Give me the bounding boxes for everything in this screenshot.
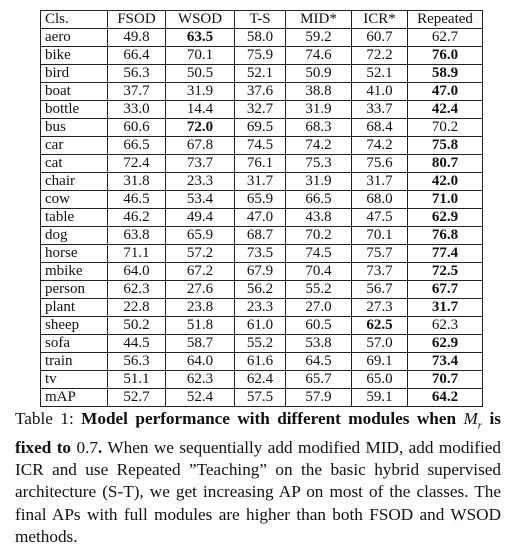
cell-repeated: 42.4	[408, 101, 483, 119]
cell-fsod: 50.2	[108, 317, 166, 335]
cell-ts: 47.0	[235, 209, 286, 227]
cell-ts: 55.2	[235, 335, 286, 353]
cell-icr: 65.0	[352, 371, 408, 389]
cell-mid: 65.7	[286, 371, 352, 389]
cell-cls: bird	[41, 65, 108, 83]
cell-mid: 59.2	[286, 29, 352, 47]
cell-repeated: 31.7	[408, 299, 483, 317]
cell-cls: chair	[41, 173, 108, 191]
cell-mid: 74.6	[286, 47, 352, 65]
cell-repeated: 77.4	[408, 245, 483, 263]
cell-cls: mAP	[41, 389, 108, 407]
cell-icr: 72.2	[352, 47, 408, 65]
cell-mid: 74.2	[286, 137, 352, 155]
cell-mid: 27.0	[286, 299, 352, 317]
cell-cls: table	[41, 209, 108, 227]
cell-cls: boat	[41, 83, 108, 101]
cell-cls: dog	[41, 227, 108, 245]
cell-repeated: 47.0	[408, 83, 483, 101]
cell-ts: 52.1	[235, 65, 286, 83]
table-row	[41, 227, 483, 245]
cell-mid: 70.4	[286, 263, 352, 281]
cell-repeated: 62.9	[408, 209, 483, 227]
cell-cls: cow	[41, 191, 108, 209]
cell-wsod: 57.2	[166, 245, 235, 263]
cell-repeated: 70.2	[408, 119, 483, 137]
caption-body: When we sequentially add modified MID, add modified ICR and use Repeated ”Teaching” on the basic hybrid supervised architecture (S-T), we get increasing AP on most of the classes. The final APs with full modules are higher than both FSOD and WSOD methods.	[15, 437, 501, 546]
table-row	[41, 191, 483, 209]
header-mid: MID*	[286, 11, 352, 29]
cell-fsod: 22.8	[108, 299, 166, 317]
cell-cls: bottle	[41, 101, 108, 119]
cell-repeated: 71.0	[408, 191, 483, 209]
cell-fsod: 51.1	[108, 371, 166, 389]
header-wsod: WSOD	[166, 11, 235, 29]
caption-bold-mid: is fixed to	[15, 409, 501, 457]
cell-cls: sheep	[41, 317, 108, 335]
cell-fsod: 46.2	[108, 209, 166, 227]
cell-icr: 60.7	[352, 29, 408, 47]
cell-wsod: 63.5	[166, 29, 235, 47]
table-caption	[15, 408, 501, 548]
cell-repeated: 62.7	[408, 29, 483, 47]
cell-wsod: 73.7	[166, 155, 235, 173]
cell-wsod: 70.1	[166, 47, 235, 65]
cell-wsod: 50.5	[166, 65, 235, 83]
cell-cls: aero	[41, 29, 108, 47]
cell-cls: tv	[41, 371, 108, 389]
cell-wsod: 31.9	[166, 83, 235, 101]
cell-repeated: 73.4	[408, 353, 483, 371]
cell-wsod: 62.3	[166, 371, 235, 389]
cell-wsod: 53.4	[166, 191, 235, 209]
cell-mid: 60.5	[286, 317, 352, 335]
cell-wsod: 58.7	[166, 335, 235, 353]
cell-icr: 70.1	[352, 227, 408, 245]
cell-wsod: 64.0	[166, 353, 235, 371]
cell-repeated: 75.8	[408, 137, 483, 155]
table-body	[41, 29, 483, 407]
cell-repeated: 64.2	[408, 389, 483, 407]
table-row	[41, 173, 483, 191]
cell-mid: 38.8	[286, 83, 352, 101]
cell-repeated: 72.5	[408, 263, 483, 281]
cell-mid: 31.9	[286, 101, 352, 119]
cell-ts: 69.5	[235, 119, 286, 137]
cell-repeated: 67.7	[408, 281, 483, 299]
cell-ts: 61.0	[235, 317, 286, 335]
cell-icr: 56.7	[352, 281, 408, 299]
cell-fsod: 71.1	[108, 245, 166, 263]
cell-ts: 32.7	[235, 101, 286, 119]
cell-ts: 75.9	[235, 47, 286, 65]
cell-icr: 68.4	[352, 119, 408, 137]
cell-fsod: 46.5	[108, 191, 166, 209]
cell-fsod: 31.8	[108, 173, 166, 191]
cell-icr: 27.3	[352, 299, 408, 317]
cell-mid: 68.3	[286, 119, 352, 137]
cell-wsod: 67.8	[166, 137, 235, 155]
results-table	[40, 10, 483, 407]
cell-fsod: 56.3	[108, 65, 166, 83]
cell-wsod: 51.8	[166, 317, 235, 335]
cell-wsod: 23.8	[166, 299, 235, 317]
cell-fsod: 63.8	[108, 227, 166, 245]
cell-icr: 62.5	[352, 317, 408, 335]
table-row	[41, 317, 483, 335]
cell-repeated: 62.3	[408, 317, 483, 335]
cell-wsod: 67.2	[166, 263, 235, 281]
table-row	[41, 65, 483, 83]
cell-ts: 76.1	[235, 155, 286, 173]
cell-cls: car	[41, 137, 108, 155]
cell-ts: 73.5	[235, 245, 286, 263]
cell-mid: 31.9	[286, 173, 352, 191]
cell-icr: 31.7	[352, 173, 408, 191]
header-fsod: FSOD	[108, 11, 166, 29]
caption-math-value: 0.7	[76, 437, 98, 457]
cell-fsod: 62.3	[108, 281, 166, 299]
cell-icr: 41.0	[352, 83, 408, 101]
cell-wsod: 27.6	[166, 281, 235, 299]
cell-fsod: 66.4	[108, 47, 166, 65]
cell-fsod: 56.3	[108, 353, 166, 371]
cell-ts: 67.9	[235, 263, 286, 281]
header-ts: T-S	[235, 11, 286, 29]
cell-mid: 75.3	[286, 155, 352, 173]
cell-icr: 57.0	[352, 335, 408, 353]
cell-ts: 23.3	[235, 299, 286, 317]
cell-icr: 75.6	[352, 155, 408, 173]
cell-cls: horse	[41, 245, 108, 263]
caption-math-sub: r	[477, 419, 483, 432]
cell-fsod: 37.7	[108, 83, 166, 101]
cell-fsod: 64.0	[108, 263, 166, 281]
cell-icr: 33.7	[352, 101, 408, 119]
cell-icr: 73.7	[352, 263, 408, 281]
table-row	[41, 281, 483, 299]
cell-repeated: 58.9	[408, 65, 483, 83]
cell-fsod: 49.8	[108, 29, 166, 47]
caption-bold-lead: Model performance with different modules when	[81, 409, 464, 428]
cell-fsod: 52.7	[108, 389, 166, 407]
table-row	[41, 245, 483, 263]
table-header-row	[41, 11, 483, 29]
header-cls: Cls.	[41, 11, 108, 29]
table-row	[41, 389, 483, 407]
cell-ts: 58.0	[235, 29, 286, 47]
table-row	[41, 83, 483, 101]
table-row	[41, 47, 483, 65]
cell-wsod: 14.4	[166, 101, 235, 119]
cell-fsod: 60.6	[108, 119, 166, 137]
cell-fsod: 66.5	[108, 137, 166, 155]
table-row	[41, 371, 483, 389]
cell-wsod: 65.9	[166, 227, 235, 245]
cell-icr: 59.1	[352, 389, 408, 407]
header-repeated: Repeated	[408, 11, 483, 29]
table-row	[41, 299, 483, 317]
cell-icr: 52.1	[352, 65, 408, 83]
cell-ts: 61.6	[235, 353, 286, 371]
cell-cls: sofa	[41, 335, 108, 353]
cell-icr: 69.1	[352, 353, 408, 371]
table-row	[41, 209, 483, 227]
table-row	[41, 101, 483, 119]
cell-mid: 55.2	[286, 281, 352, 299]
cell-mid: 57.9	[286, 389, 352, 407]
cell-mid: 64.5	[286, 353, 352, 371]
cell-mid: 53.8	[286, 335, 352, 353]
cell-ts: 65.9	[235, 191, 286, 209]
cell-mid: 50.9	[286, 65, 352, 83]
cell-fsod: 33.0	[108, 101, 166, 119]
cell-icr: 68.0	[352, 191, 408, 209]
table-row	[41, 335, 483, 353]
cell-mid: 70.2	[286, 227, 352, 245]
cell-ts: 31.7	[235, 173, 286, 191]
cell-cls: bike	[41, 47, 108, 65]
cell-ts: 57.5	[235, 389, 286, 407]
cell-cls: train	[41, 353, 108, 371]
cell-mid: 66.5	[286, 191, 352, 209]
cell-ts: 56.2	[235, 281, 286, 299]
table-row	[41, 137, 483, 155]
cell-repeated: 76.8	[408, 227, 483, 245]
cell-cls: plant	[41, 299, 108, 317]
cell-icr: 75.7	[352, 245, 408, 263]
cell-ts: 62.4	[235, 371, 286, 389]
cell-ts: 68.7	[235, 227, 286, 245]
cell-cls: cat	[41, 155, 108, 173]
cell-repeated: 42.0	[408, 173, 483, 191]
cell-wsod: 52.4	[166, 389, 235, 407]
cell-cls: mbike	[41, 263, 108, 281]
cell-ts: 74.5	[235, 137, 286, 155]
cell-icr: 74.2	[352, 137, 408, 155]
cell-ts: 37.6	[235, 83, 286, 101]
table-row	[41, 353, 483, 371]
table-row	[41, 155, 483, 173]
cell-repeated: 76.0	[408, 47, 483, 65]
cell-fsod: 72.4	[108, 155, 166, 173]
cell-mid: 74.5	[286, 245, 352, 263]
cell-cls: person	[41, 281, 108, 299]
header-icr: ICR*	[352, 11, 408, 29]
table-row	[41, 119, 483, 137]
cell-wsod: 49.4	[166, 209, 235, 227]
cell-cls: bus	[41, 119, 108, 137]
table-row	[41, 29, 483, 47]
cell-wsod: 23.3	[166, 173, 235, 191]
cell-repeated: 62.9	[408, 335, 483, 353]
cell-icr: 47.5	[352, 209, 408, 227]
cell-repeated: 70.7	[408, 371, 483, 389]
cell-fsod: 44.5	[108, 335, 166, 353]
caption-label: Table 1:	[15, 409, 82, 428]
caption-math-var: M	[463, 409, 478, 428]
table-row	[41, 263, 483, 281]
caption-bold-end: .	[97, 437, 103, 457]
cell-repeated: 80.7	[408, 155, 483, 173]
cell-mid: 43.8	[286, 209, 352, 227]
cell-wsod: 72.0	[166, 119, 235, 137]
